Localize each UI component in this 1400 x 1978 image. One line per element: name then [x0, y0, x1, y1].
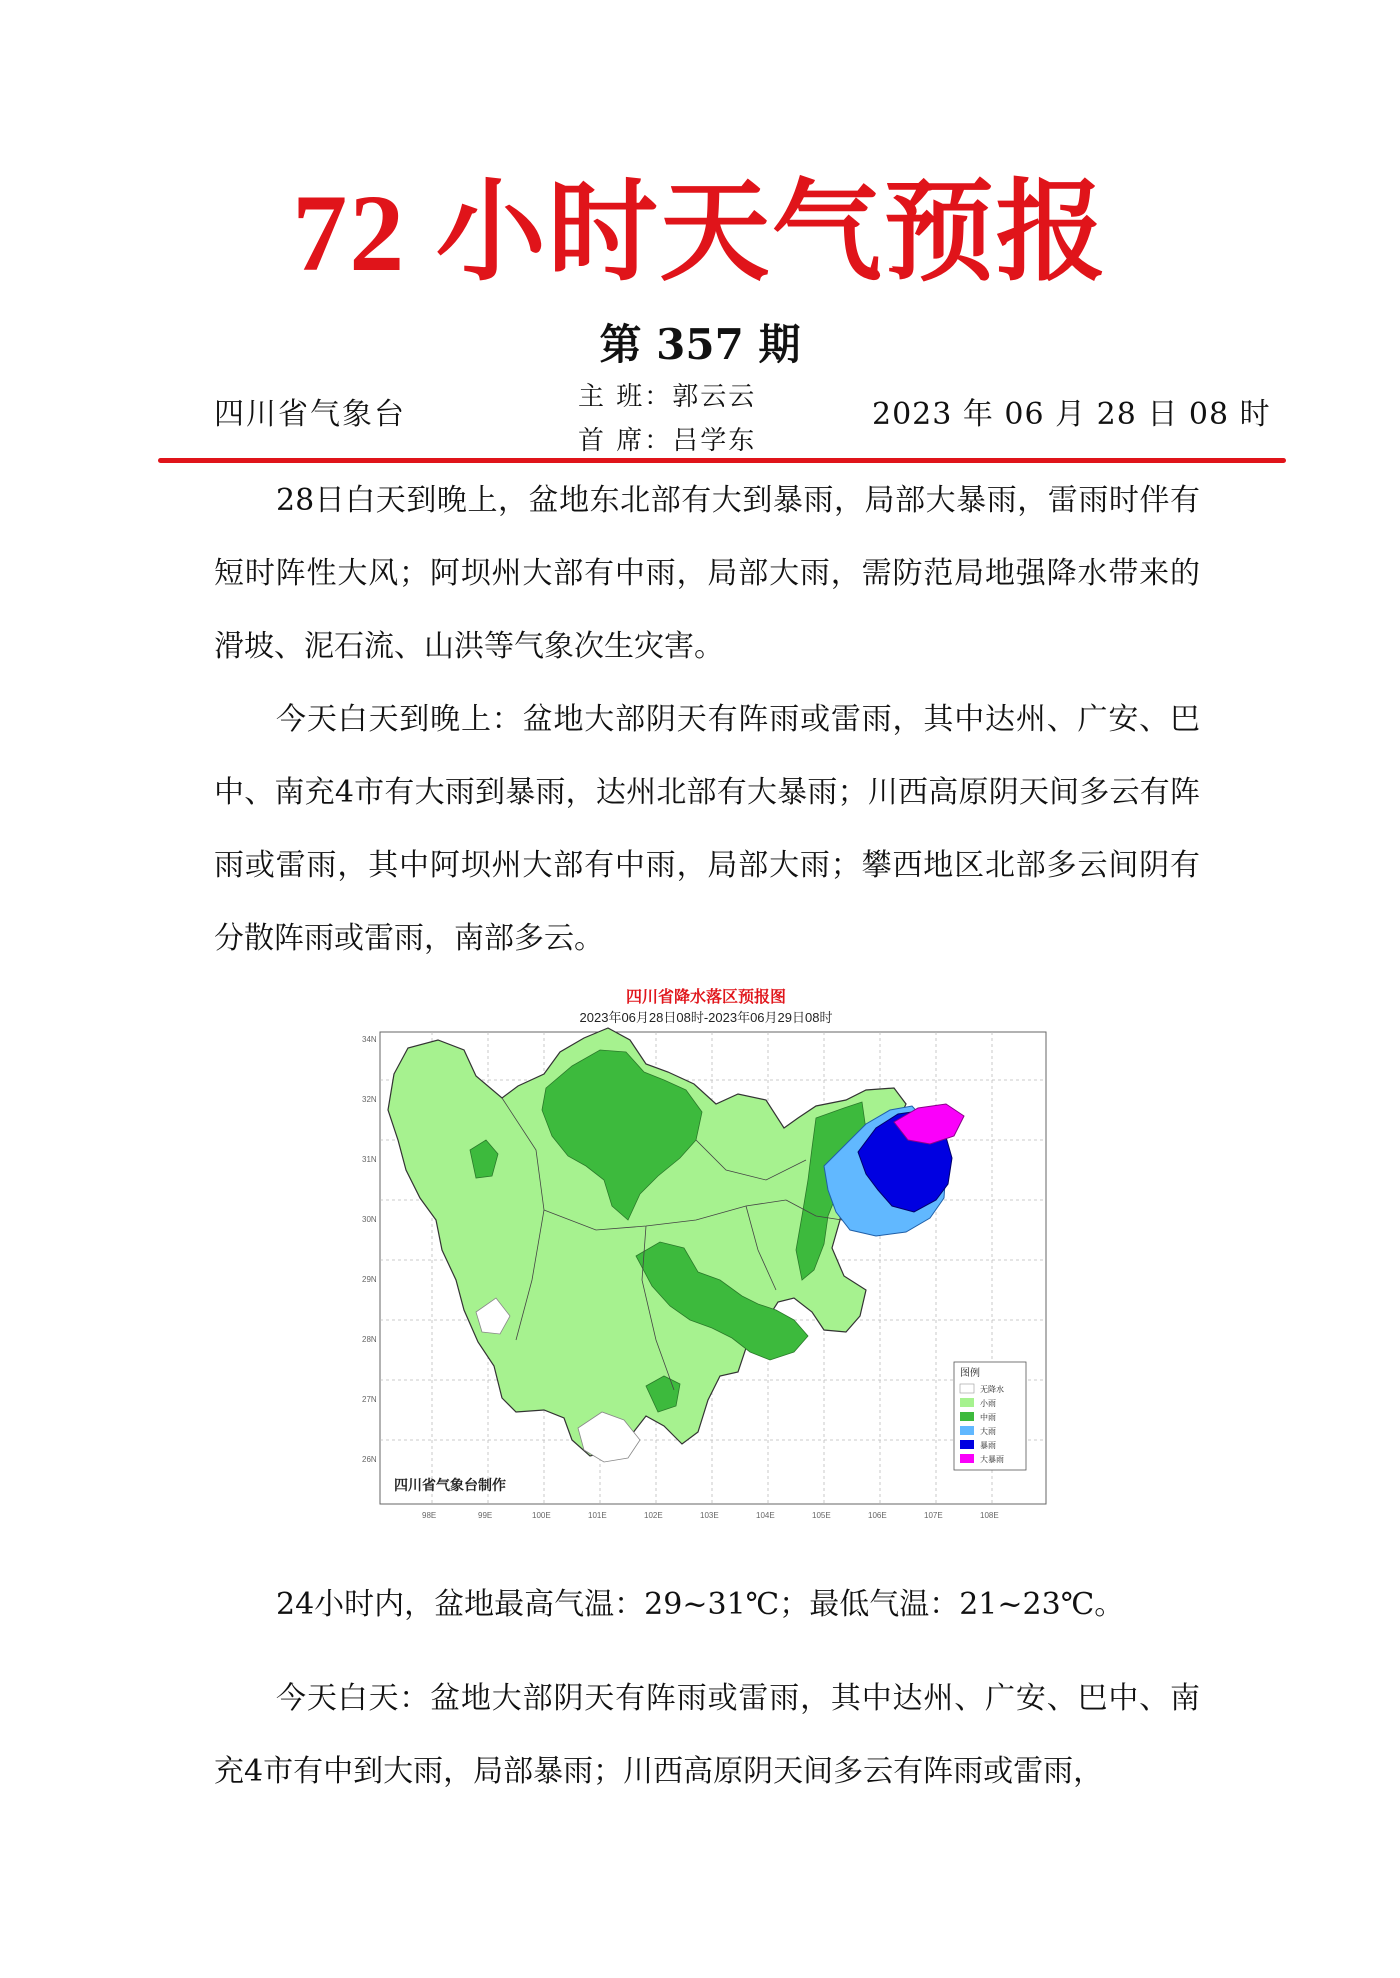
legend-label-light-rain: 小雨: [980, 1399, 996, 1408]
legend-swatch-light-rain: [960, 1398, 974, 1407]
svg-text:32N: 32N: [362, 1095, 377, 1104]
legend-swatch-heavy-rain: [960, 1426, 974, 1435]
issue-number: 第 357 期: [599, 320, 801, 369]
forecast-paragraph-today: 今天白天到晚上：盆地大部阴天有阵雨或雷雨，其中达州、广安、巴中、南充4市有大雨到暴雨，达州北部有大暴雨；川西高原阴天间多云有阵雨或雷雨，其中阿坝州大部有中雨，局部大雨；攀西地区北部多云间阴有分散阵雨或雷雨，南部多云。: [214, 702, 1200, 956]
legend-label-moderate-rain: 中雨: [980, 1413, 996, 1422]
legend-label-heavy-rain: 大雨: [980, 1427, 996, 1436]
staff-on-duty: 主 班：郭云云: [578, 382, 757, 412]
legend-title: 图例: [960, 1368, 980, 1379]
report-title: 72 小时天气预报: [292, 172, 1108, 294]
forecast-paragraph-daytime: 今天白天：盆地大部阴天有阵雨或雷雨，其中达州、广安、巴中、南充4市有中到大雨，局部暴雨；川西高原阴天间多云有阵雨或雷雨，: [214, 1681, 1200, 1789]
legend-swatch-no-rain: [960, 1384, 974, 1393]
legend-swatch-heavy-rainstorm: [960, 1454, 974, 1463]
map-legend: [954, 1362, 1026, 1470]
svg-text:107E: 107E: [924, 1511, 943, 1520]
legend-label-rainstorm: 暴雨: [980, 1441, 996, 1450]
legend-swatch-rainstorm: [960, 1440, 974, 1449]
map-credit: 四川省气象台制作: [394, 1477, 506, 1493]
svg-text:26N: 26N: [362, 1455, 377, 1464]
temperature-paragraph: 24小时内，盆地最高气温：29~31℃；最低气温：21~23℃。: [276, 1587, 1125, 1622]
legend-label-no-rain: 无降水: [980, 1385, 1004, 1394]
svg-text:30N: 30N: [362, 1215, 377, 1224]
summary-paragraph: 28日白天到晚上，盆地东北部有大到暴雨，局部大暴雨，雷雨时伴有短时阵性大风；阿坝州大部有中雨，局部大雨，需防范局地强降水带来的滑坡、泥石流、山洪等气象次生灾害。: [214, 483, 1200, 664]
issue-date: 2023 年 06 月 28 日 08 时: [872, 397, 1271, 432]
svg-text:27N: 27N: [362, 1395, 377, 1404]
legend-swatch-moderate-rain: [960, 1412, 974, 1421]
issuing-organization: 四川省气象台: [214, 397, 406, 432]
svg-text:101E: 101E: [588, 1511, 607, 1520]
svg-text:106E: 106E: [868, 1511, 887, 1520]
svg-text:34N: 34N: [362, 1035, 377, 1044]
svg-text:103E: 103E: [700, 1511, 719, 1520]
svg-text:100E: 100E: [532, 1511, 551, 1520]
legend-label-heavy-rainstorm: 大暴雨: [980, 1455, 1004, 1464]
svg-text:28N: 28N: [362, 1335, 377, 1344]
precipitation-forecast-map: [346, 980, 1066, 1540]
map-title: 四川省降水落区预报图: [625, 989, 787, 1006]
svg-text:29N: 29N: [362, 1275, 377, 1284]
header-divider: [158, 458, 1286, 463]
duty-staff: [578, 375, 756, 463]
svg-text:31N: 31N: [362, 1155, 377, 1164]
svg-text:105E: 105E: [812, 1511, 831, 1520]
map-subtitle: 2023年06月28日08时-2023年06月29日08时: [579, 1010, 833, 1025]
staff-chief: 首 席：吕学东: [578, 426, 757, 456]
svg-text:98E: 98E: [422, 1511, 437, 1520]
svg-text:108E: 108E: [980, 1511, 999, 1520]
svg-text:99E: 99E: [478, 1511, 493, 1520]
svg-text:102E: 102E: [644, 1511, 663, 1520]
svg-text:104E: 104E: [756, 1511, 775, 1520]
